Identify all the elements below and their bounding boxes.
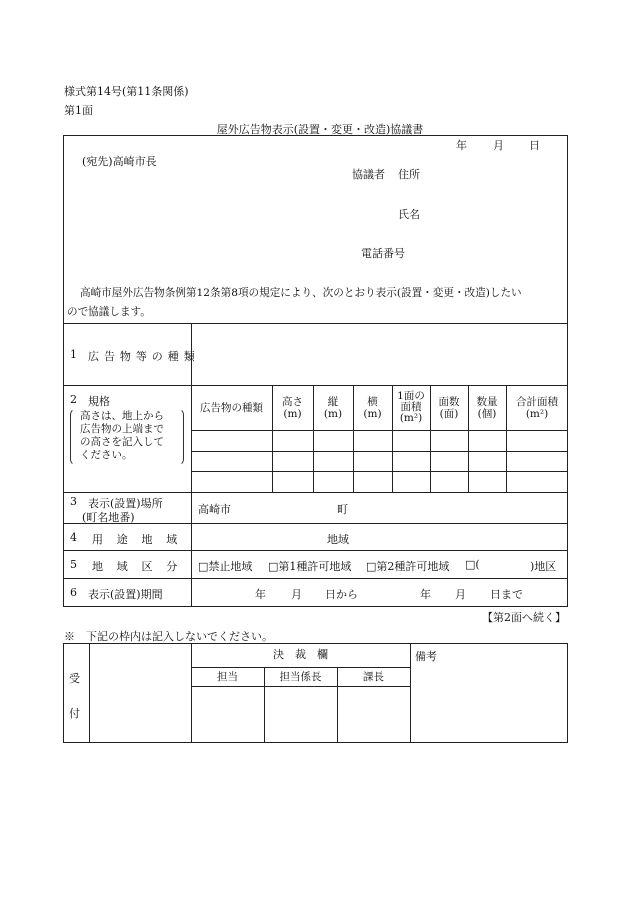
district-option-suffix: )地区 bbox=[530, 560, 557, 573]
row6-label: 表示(設置)期間 bbox=[88, 588, 163, 601]
decision-col-manager: 課長 bbox=[363, 670, 384, 683]
spec-note: 高さは、地上から 広告物の上端まで の高さを記入して ください。 bbox=[80, 410, 164, 461]
page-label: 第1面 bbox=[64, 104, 93, 117]
addressee: (宛先)高崎市長 bbox=[82, 155, 157, 168]
office-note: ※ 下記の枠内は記入しないでください。 bbox=[64, 630, 273, 643]
reception-label-1: 受 bbox=[69, 672, 80, 685]
location-town: 町 bbox=[337, 503, 348, 516]
applicant-address-label: 住所 bbox=[398, 168, 420, 181]
row1-label: 広告物等の種類 bbox=[88, 350, 200, 363]
applicant-phone-label: 電話番号 bbox=[361, 247, 405, 260]
reception-label-2: 付 bbox=[69, 707, 80, 720]
row2-label: 規格 bbox=[88, 395, 110, 408]
decision-title: 決 裁 欄 bbox=[273, 648, 328, 661]
row3-label: 表示(設置)場所 bbox=[88, 497, 163, 510]
continued-note: 【第2面へ続く】 bbox=[482, 611, 566, 624]
district-option-type2: □第2種許可地域 bbox=[366, 560, 450, 573]
row4-label: 用途地域 bbox=[92, 533, 191, 546]
period-to: 日まで bbox=[490, 588, 523, 601]
intro-line-2: ので協議します。 bbox=[67, 306, 151, 318]
row6-number: 6 bbox=[70, 586, 77, 599]
row1-number: 1 bbox=[70, 348, 77, 361]
period-year-2: 年 bbox=[420, 588, 431, 601]
date-year: 年 bbox=[456, 139, 467, 152]
row2-number: 2 bbox=[70, 393, 77, 406]
spec-header-faces: 面数 (面) bbox=[438, 395, 460, 420]
spec-header-area-per-face: 1面の 面積 (m²) bbox=[397, 390, 425, 424]
period-from: 日から bbox=[325, 588, 358, 601]
row5-number: 5 bbox=[70, 558, 77, 571]
applicant-name-label: 氏名 bbox=[398, 208, 420, 221]
spec-header-vertical: 縦 (m) bbox=[323, 395, 343, 420]
row5-label: 地域区分 bbox=[92, 560, 191, 573]
location-city: 高崎市 bbox=[198, 503, 231, 516]
intro-line-1: 高崎市屋外広告物条例第12条第8項の規定により、次のとおり表示(設置・変更・改造)したい bbox=[80, 287, 522, 299]
row3-sub-label: (町名地番) bbox=[82, 511, 135, 524]
date-month: 月 bbox=[493, 139, 504, 152]
spec-header-total-area: 合計面積 (m²) bbox=[516, 395, 558, 420]
applicant-role: 協議者 bbox=[352, 168, 385, 181]
form-title: 屋外広告物表示(設置・変更・改造)協議書 bbox=[216, 123, 424, 136]
spec-header-horizontal: 横 (m) bbox=[363, 395, 382, 420]
row3-number: 3 bbox=[70, 495, 77, 508]
spec-header-height: 高さ (m) bbox=[282, 395, 303, 420]
remarks-label: 備考 bbox=[415, 650, 437, 663]
period-year: 年 bbox=[255, 588, 266, 601]
date-day: 日 bbox=[529, 139, 540, 152]
form-number: 様式第14号(第11条関係) bbox=[64, 85, 189, 98]
row4-number: 4 bbox=[70, 531, 77, 544]
district-option-type1: □第1種許可地域 bbox=[268, 560, 352, 573]
use-area-suffix: 地域 bbox=[327, 533, 349, 546]
period-month-2: 月 bbox=[455, 588, 466, 601]
district-option-prohibited: □禁止地域 bbox=[198, 560, 253, 573]
spec-header-type: 広告物の種類 bbox=[200, 401, 263, 414]
district-option-other: □( bbox=[465, 558, 480, 571]
period-month: 月 bbox=[291, 588, 302, 601]
decision-col-supervisor: 担当係長 bbox=[279, 670, 322, 683]
spec-header-quantity: 数量 (個) bbox=[476, 395, 498, 420]
decision-col-staff: 担当 bbox=[217, 670, 238, 683]
